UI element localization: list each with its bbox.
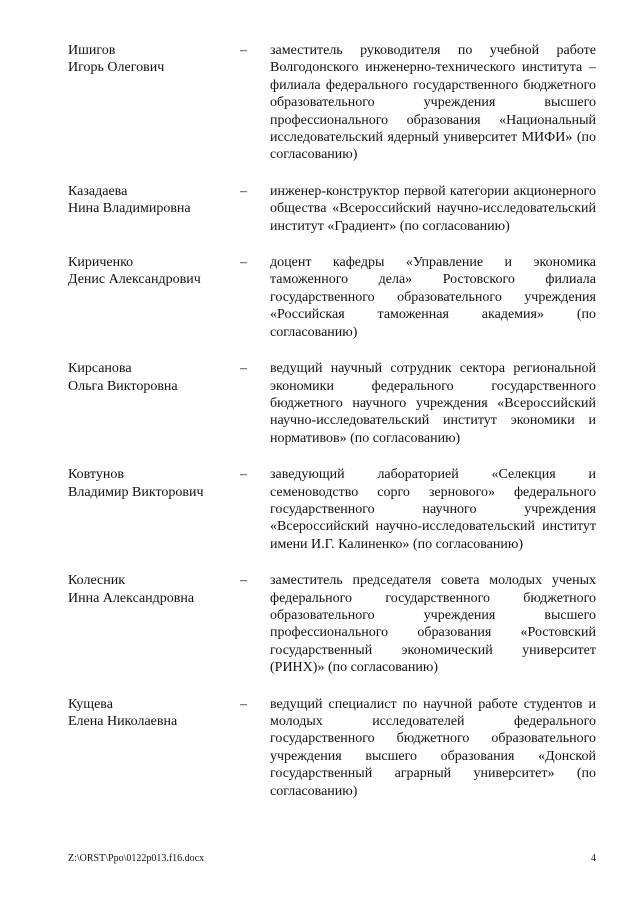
list-item (68, 572, 596, 676)
dash-separator: – (240, 467, 247, 483)
person-name (68, 254, 233, 289)
given-names: Денис Александрович (68, 272, 201, 288)
person-name (68, 183, 233, 218)
person-name (68, 696, 233, 731)
position-description: заместитель председателя совета молодых ученых федерального государственного бюджетного образовательного учреждения высшего профессионального образования «Ростовский государственный экономический университет (РИНХ)» (по согласованию) (270, 573, 596, 676)
position-description: заместитель руководителя по учебной работе Волгодонского инженерно-технического института – филиала федерального государственного бюджетного образовательного учреждения высшего профессионального образования «Национальный исследовательский ядерный университет МИФИ» (по согласованию) (270, 43, 596, 163)
list-item (68, 183, 596, 235)
surname: Казадаева (68, 183, 128, 199)
position-description: инженер-конструктор первой категории акционерного общества «Всероссийский научно-исследовательский институт «Градиент» (по согласованию) (270, 183, 596, 234)
given-names: Ольга Викторовна (68, 378, 178, 394)
member-list (68, 42, 596, 819)
list-item (68, 254, 596, 341)
position-description: ведущий специалист по научной работе студентов и молодых исследователей федерального государственного бюджетного образовательного учреждения высшего образования «Донской государственный аграрный университет» (по согласованию) (270, 696, 596, 799)
dash-separator: – (240, 696, 247, 712)
file-path-footer: Z:\ORST\Ppo\0122p013.f16.docx (68, 853, 205, 864)
list-item (68, 42, 596, 164)
list-item (68, 696, 596, 800)
given-names: Елена Николаевна (68, 714, 178, 729)
given-names: Инна Александровна (68, 590, 195, 606)
position-description: доцент кафедры «Управление и экономика таможенного дела» Ростовского филиала государственного образовательного учреждения «Российская таможенная академия» (по согласованию) (270, 255, 596, 340)
list-item (68, 466, 596, 553)
list-item (68, 360, 596, 447)
person-name (68, 360, 233, 395)
surname: Ишигов (68, 43, 116, 58)
dash-separator: – (240, 255, 247, 271)
person-name (68, 572, 233, 607)
surname: Кириченко (68, 255, 134, 271)
page-number: 4 (591, 853, 596, 864)
position-description: ведущий научный сотрудник сектора региональной экономики федерального государственного бюджетного научного учреждения «Всероссийский научно-исследовательский институт экономики и нормативов» (по согласованию) (270, 361, 596, 446)
given-names: Владимир Викторович (68, 484, 204, 500)
surname: Кущева (68, 696, 113, 712)
dash-separator: – (240, 361, 247, 377)
person-name (68, 42, 233, 77)
position-description: заведующий лабораторией «Селекция и семеноводство сорго зернового» федерального государственного научного учреждения «Всероссийский научно-исследовательский институт имени И.Г. Калиненко» (по согласованию) (270, 467, 596, 552)
surname: Колесник (68, 573, 126, 589)
person-name (68, 466, 233, 501)
surname: Ковтунов (68, 467, 124, 483)
surname: Кирсанова (68, 361, 132, 377)
given-names: Игорь Олегович (68, 60, 165, 76)
dash-separator: – (240, 43, 247, 58)
dash-separator: – (240, 573, 247, 589)
given-names: Нина Владимировна (68, 201, 191, 217)
dash-separator: – (240, 183, 247, 199)
